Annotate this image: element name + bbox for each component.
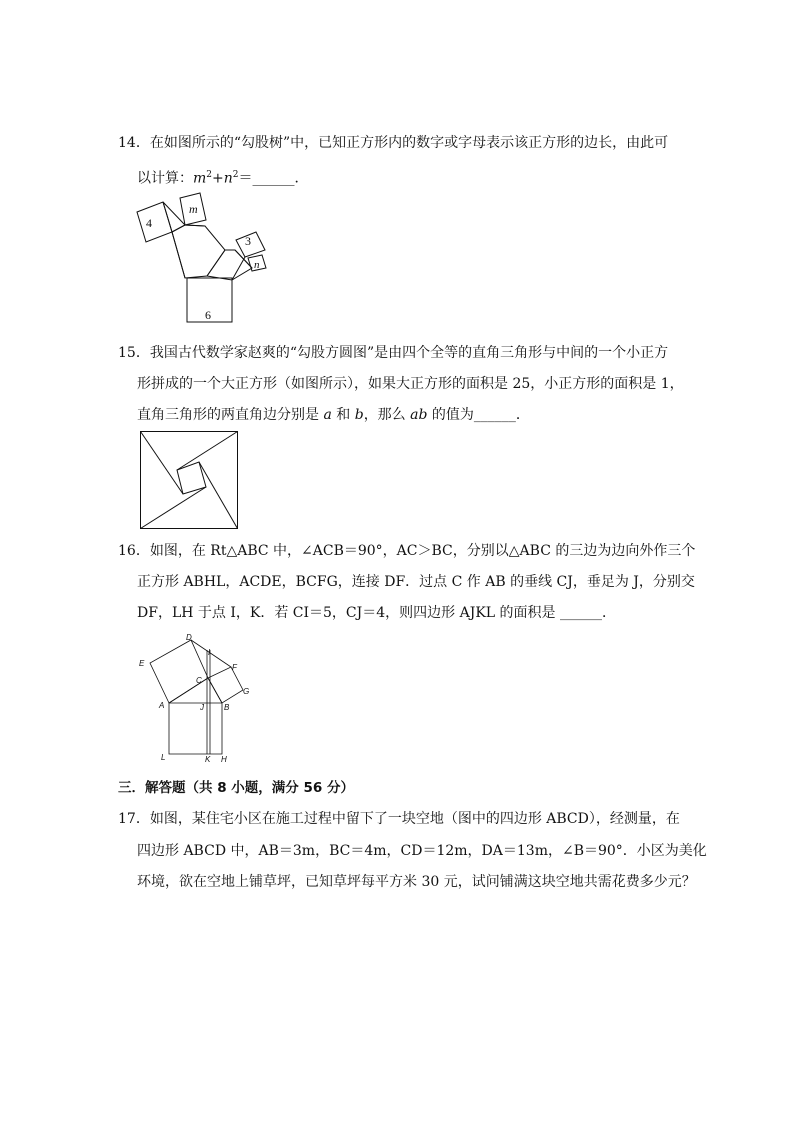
exp-2b: 2 bbox=[232, 170, 239, 180]
q15-text-3: 直角三角形的两直角边分别是 bbox=[137, 407, 324, 423]
label-G: G bbox=[243, 687, 250, 696]
q15-text-mid: ，那么 bbox=[363, 407, 411, 423]
label-A: A bbox=[159, 701, 165, 710]
var-b: b bbox=[354, 407, 364, 423]
side-AC bbox=[169, 678, 208, 703]
label-D: D bbox=[186, 633, 192, 642]
label-I: I bbox=[208, 648, 211, 657]
square-ABHL bbox=[169, 703, 222, 754]
q17-line1 bbox=[118, 809, 680, 829]
q14-line2 bbox=[137, 165, 309, 189]
label-K: K bbox=[205, 755, 211, 764]
period: ． bbox=[515, 407, 530, 423]
q15-number: 15． bbox=[118, 345, 150, 361]
edge bbox=[177, 432, 238, 471]
answer-blank: ______ bbox=[252, 170, 295, 187]
q15-text-2: 形拼成的一个大正方形（如图所示），如果大正方形的面积是 25，小正方形的面积是 1， bbox=[137, 376, 684, 392]
label-E: E bbox=[139, 659, 145, 668]
period: ． bbox=[294, 170, 309, 187]
label-C: C bbox=[196, 676, 202, 685]
var-n: n bbox=[223, 170, 233, 187]
label-B: B bbox=[224, 703, 230, 712]
edge bbox=[199, 462, 238, 529]
q15-text-post: 的值为 bbox=[427, 407, 474, 423]
square-BCFG bbox=[208, 667, 243, 703]
square-ACDE bbox=[150, 640, 208, 703]
conj: 和 bbox=[331, 407, 355, 423]
label-6: 6 bbox=[205, 308, 211, 322]
var-ab: ab bbox=[410, 407, 428, 423]
q16-line2 bbox=[137, 572, 695, 592]
geometry-figure-q16 bbox=[135, 633, 255, 763]
edge bbox=[172, 232, 185, 278]
q17-text-1: 如图，某住宅小区在施工过程中留下了一块空地（图中的四边形 ABCD），经测量，在 bbox=[149, 811, 680, 827]
q17-text-3: 环境，欲在空地上铺草坪，已知草坪每平方米 30 元，试问铺满这块空地共需花费多少元？ bbox=[137, 874, 696, 890]
q17-text-2: 四边形 ABCD 中，AB＝3m，BC＝4m，CD＝12m，DA＝13m，∠B＝90°．小区为美化 bbox=[137, 843, 707, 859]
label-m: m bbox=[189, 202, 198, 216]
edge bbox=[141, 432, 184, 495]
label-F: F bbox=[232, 663, 237, 672]
q17-number: 17． bbox=[118, 811, 150, 827]
q16-line3 bbox=[137, 603, 616, 623]
label-4: 4 bbox=[146, 216, 152, 230]
zhao-shuang-figure bbox=[140, 431, 240, 531]
edge bbox=[141, 487, 207, 529]
q15-line2 bbox=[137, 374, 684, 394]
q14-number: 14． bbox=[118, 135, 150, 151]
label-n: n bbox=[254, 259, 260, 271]
var-a: a bbox=[323, 407, 332, 423]
section-header: 三．解答题（共 8 小题，满分 56 分） bbox=[118, 780, 354, 796]
q17-line2 bbox=[137, 841, 707, 861]
q16-text-2: 正方形 ABHL，ACDE，BCFG，连接 DF．过点 C 作 AB 的垂线 CJ，垂足为 J，分别交 bbox=[137, 574, 695, 590]
q16-line1 bbox=[118, 541, 695, 561]
q15-line1 bbox=[118, 343, 668, 363]
pythagoras-tree-figure bbox=[135, 195, 275, 325]
q16-text-1: 如图，在 Rt△ABC 中，∠ACB＝90°，AC＞BC，分别以△ABC 的三边为边向外作三个 bbox=[149, 543, 696, 559]
q14-text-2: 以计算： bbox=[137, 170, 193, 187]
var-m: m bbox=[193, 170, 207, 187]
exp-2: 2 bbox=[206, 170, 213, 180]
q15-line3 bbox=[137, 405, 530, 425]
q16-number: 16． bbox=[118, 543, 150, 559]
label-3: 3 bbox=[245, 234, 251, 248]
answer-blank: ______ bbox=[473, 407, 516, 423]
square-4 bbox=[137, 202, 172, 242]
big-square bbox=[141, 432, 238, 529]
label-L: L bbox=[161, 753, 166, 762]
equals-sign: ＝ bbox=[238, 170, 253, 187]
q15-text-1: 我国古代数学家赵爽的“勾股方圆图”是由四个全等的直角三角形与中间的一个小正方 bbox=[149, 345, 669, 361]
q14-line1 bbox=[118, 133, 668, 153]
plus-sign: + bbox=[212, 170, 224, 187]
q16-text-3: DF，LH 于点 I，K．若 CI＝5，CJ＝4，则四边形 AJKL 的面积是 ______． bbox=[137, 605, 616, 621]
edge bbox=[185, 225, 205, 226]
right-branch-square bbox=[207, 250, 252, 280]
left-branch-square bbox=[172, 225, 225, 278]
q17-line3 bbox=[137, 872, 696, 892]
label-J: J bbox=[200, 703, 204, 712]
q14-text-1: 在如图所示的“勾股树”中，已知正方形内的数字或字母表示该正方形的边长，由此可 bbox=[149, 135, 669, 151]
label-H: H bbox=[221, 755, 227, 764]
